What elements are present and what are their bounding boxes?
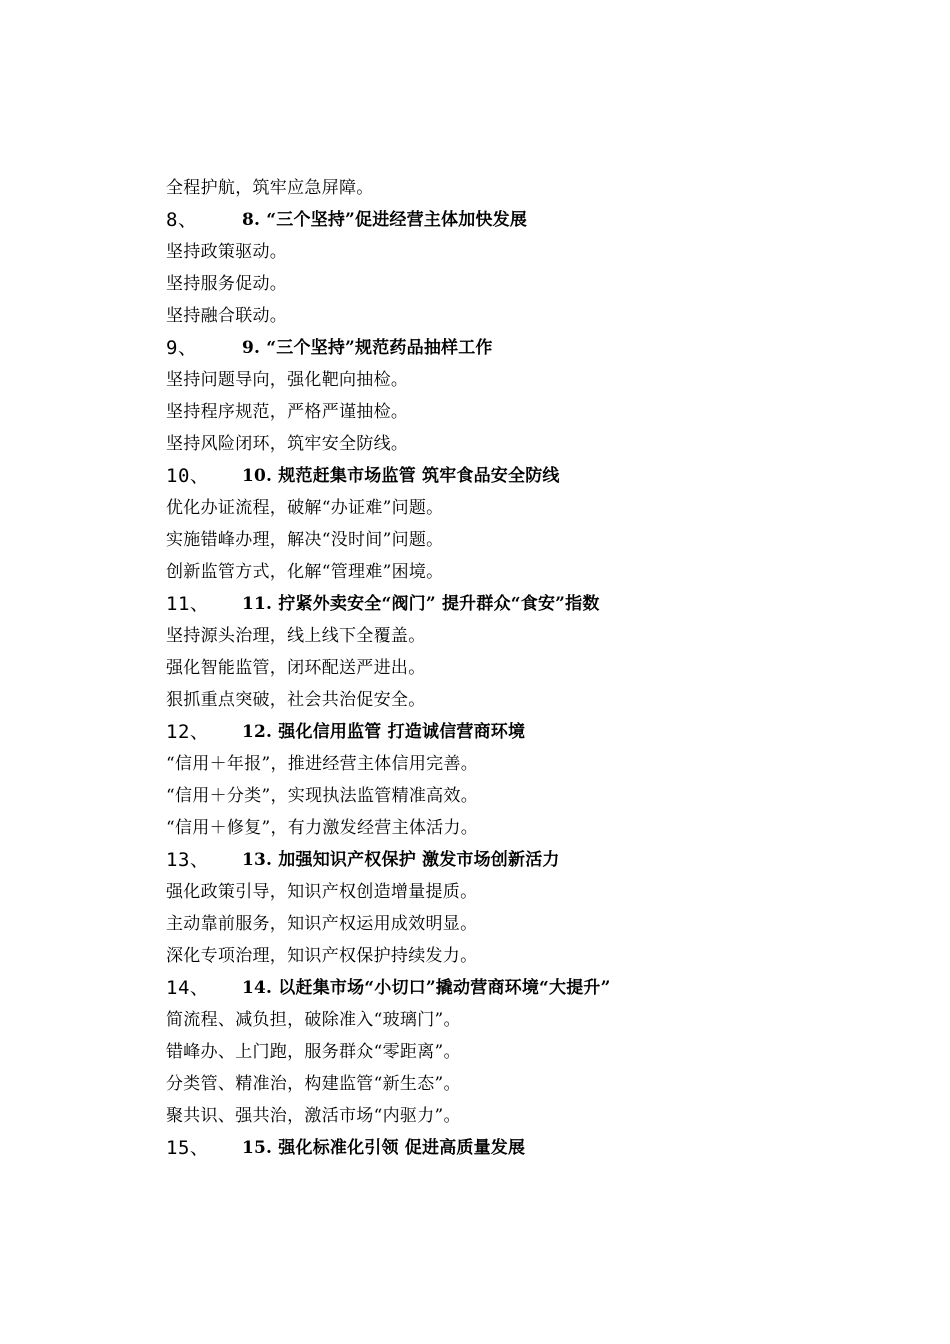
body-line: 实施错峰办理，解决“没时间”问题。 (166, 530, 444, 550)
body-line: 坚持服务促动。 (166, 274, 288, 294)
section-heading (166, 588, 866, 620)
section-heading (166, 1132, 866, 1164)
body-line: 坚持程序规范，严格严谨抽检。 (166, 402, 409, 422)
document-body (166, 172, 866, 1164)
section-number: 9、 (166, 337, 198, 359)
body-line: 狠抓重点突破，社会共治促安全。 (166, 690, 426, 710)
section-title: 15. 强化标准化引领 促进高质量发展 (242, 1138, 526, 1158)
section-heading (166, 716, 866, 748)
body-line: “信用＋分类”，实现执法监管精准高效。 (166, 786, 479, 806)
body-line: 简流程、减负担，破除准入“玻璃门”。 (166, 1010, 461, 1030)
section-number: 12、 (166, 721, 210, 743)
section-number: 10、 (166, 465, 210, 487)
body-line: 强化智能监管，闭环配送严进出。 (166, 658, 426, 678)
section-title: 9. “三个坚持”规范药品抽样工作 (242, 338, 493, 358)
body-line: 强化政策引导，知识产权创造增量提质。 (166, 882, 478, 902)
body-line: 坚持融合联动。 (166, 306, 288, 326)
section-number: 13、 (166, 849, 210, 871)
body-line: 错峰办、上门跑，服务群众“零距离”。 (166, 1042, 461, 1062)
body-line: 坚持问题导向，强化靶向抽检。 (166, 370, 409, 390)
body-line: 全程护航，筑牢应急屏障。 (166, 178, 374, 198)
section-heading (166, 844, 866, 876)
section-number: 8、 (166, 209, 198, 231)
section-title: 14. 以赶集市场“小切口”撬动营商环境“大提升” (242, 978, 611, 998)
body-line: 聚共识、强共治，激活市场“内驱力”。 (166, 1106, 461, 1126)
section-heading (166, 972, 866, 1004)
section-title: 12. 强化信用监管 打造诚信营商环境 (242, 722, 526, 742)
section-heading (166, 460, 866, 492)
body-line: 坚持政策驱动。 (166, 242, 288, 262)
body-line: 分类管、精准治，构建监管“新生态”。 (166, 1074, 461, 1094)
body-line: 创新监管方式，化解“管理难”困境。 (166, 562, 444, 582)
section-title: 8. “三个坚持”促进经营主体加快发展 (242, 210, 528, 230)
body-line: 坚持风险闭环，筑牢安全防线。 (166, 434, 409, 454)
section-number: 14、 (166, 977, 210, 999)
body-line: “信用＋年报”，推进经营主体信用完善。 (166, 754, 479, 774)
section-title: 10. 规范赶集市场监管 筑牢食品安全防线 (242, 466, 560, 486)
section-heading (166, 204, 866, 236)
body-line: 优化办证流程，破解“办证难”问题。 (166, 498, 444, 518)
body-line: 深化专项治理，知识产权保护持续发力。 (166, 946, 478, 966)
section-title: 13. 加强知识产权保护 激发市场创新活力 (242, 850, 560, 870)
body-line: 主动靠前服务，知识产权运用成效明显。 (166, 914, 478, 934)
body-line: 坚持源头治理，线上线下全覆盖。 (166, 626, 426, 646)
body-line: “信用＋修复”，有力激发经营主体活力。 (166, 818, 479, 838)
section-title: 11. 拧紧外卖安全“阀门” 提升群众“食安”指数 (242, 594, 600, 614)
section-heading (166, 332, 866, 364)
section-number: 15、 (166, 1137, 210, 1159)
section-number: 11、 (166, 593, 210, 615)
